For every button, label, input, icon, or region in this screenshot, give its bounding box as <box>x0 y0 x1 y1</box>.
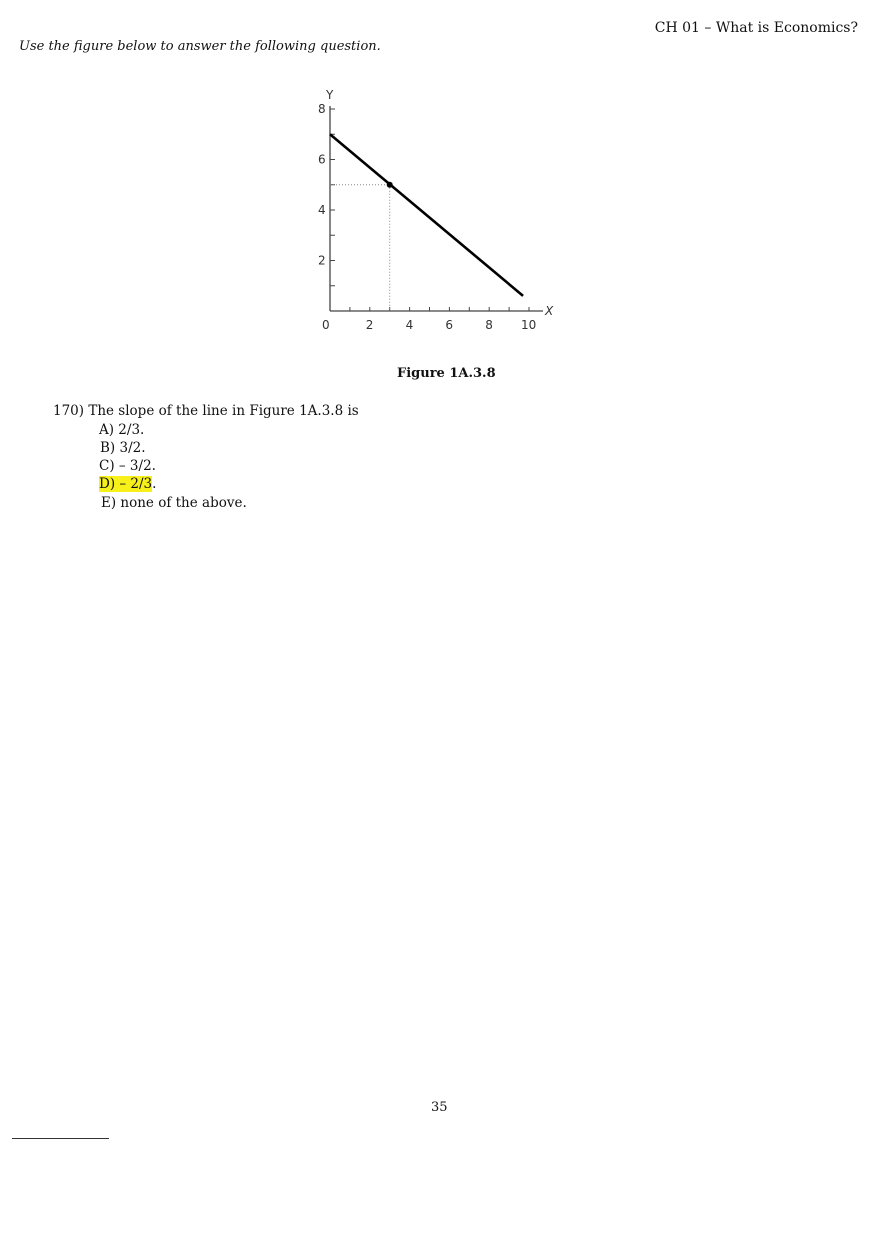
option-d-period: . <box>152 476 157 492</box>
footnote-rule <box>12 1138 109 1139</box>
chapter-header: CH 01 – What is Economics? <box>654 20 858 36</box>
page-number: 35 <box>431 1100 448 1115</box>
y-tick-label: 2 <box>318 253 326 268</box>
question-text: 170) The slope of the line in Figure 1A.3.8 is <box>53 403 359 419</box>
y-tick-label: 4 <box>318 203 326 217</box>
option-b: B) 3/2. <box>100 440 146 456</box>
figure-caption: Figure 1A.3.8 <box>397 366 496 381</box>
figure-chart <box>300 75 570 345</box>
highlighted-answer: D) – 2/3 <box>99 476 153 492</box>
y-tick-label: 8 <box>318 102 326 116</box>
x-tick-label: 10 <box>521 318 537 332</box>
x-tick-label: 2 <box>365 318 374 332</box>
option-c: C) – 3/2. <box>99 458 156 474</box>
option-e: E) none of the above. <box>101 495 247 511</box>
x-tick-label: 4 <box>405 318 414 332</box>
y-tick-label: 6 <box>318 152 326 167</box>
option-d <box>99 476 156 492</box>
marked-point <box>387 182 393 188</box>
x-tick-label: 8 <box>485 318 493 332</box>
series-line <box>330 134 523 296</box>
instruction-text: Use the figure below to answer the following question. <box>19 39 381 54</box>
x-axis-label: X <box>545 304 554 318</box>
y-axis-label: Y <box>326 88 334 102</box>
x-tick-label: 0 <box>322 318 330 332</box>
x-tick-label: 6 <box>445 318 454 332</box>
option-a: A) 2/3. <box>99 422 145 438</box>
